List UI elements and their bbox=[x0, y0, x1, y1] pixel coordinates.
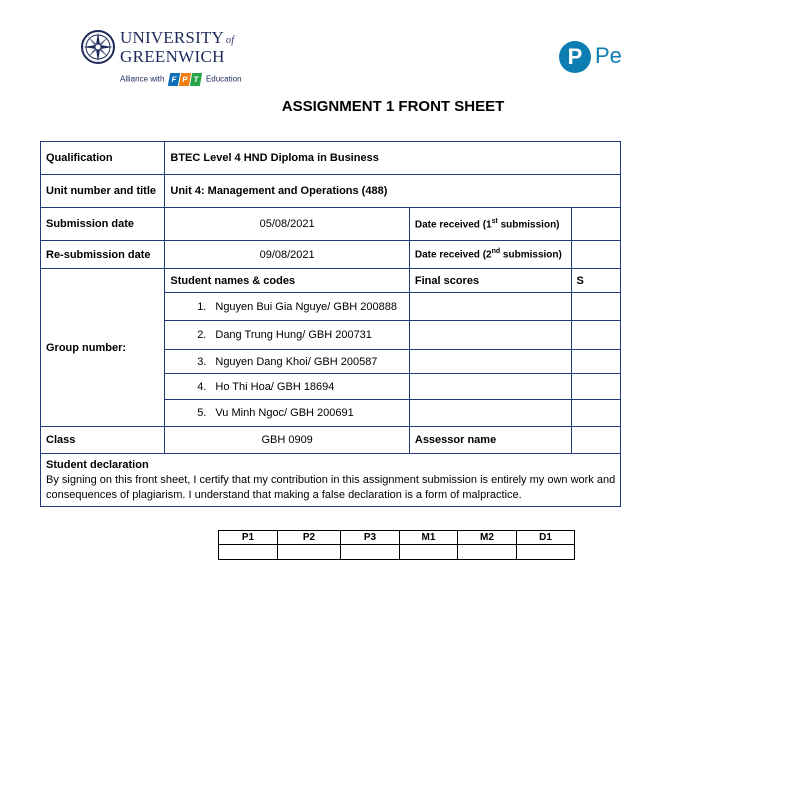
assessor-name-value bbox=[571, 427, 621, 454]
pearson-wordmark: Pe bbox=[595, 43, 622, 68]
unit-value: Unit 4: Management and Operations (488) bbox=[165, 175, 621, 208]
class-value: GBH 0909 bbox=[165, 427, 410, 454]
submission-date-label: Submission date bbox=[41, 208, 165, 241]
student-declaration bbox=[41, 454, 621, 507]
student-name: Nguyen Dang Khoi/ GBH 200587 bbox=[215, 355, 378, 368]
grade-cell bbox=[400, 545, 458, 560]
university-of-greenwich-logo bbox=[80, 29, 245, 91]
student-names-header: Student names & codes bbox=[165, 269, 410, 293]
fpt-logo bbox=[169, 73, 202, 86]
declaration-row bbox=[41, 454, 621, 507]
student-number: 5. bbox=[197, 407, 207, 419]
date-received-2-value bbox=[571, 241, 621, 269]
signature-header: S bbox=[571, 269, 621, 293]
unit-row bbox=[41, 175, 621, 208]
student-name: Nguyen Bui Gia Nguye/ GBH 200888 bbox=[215, 300, 397, 313]
date-received-1-suffix: submission) bbox=[497, 219, 560, 231]
alliance-tagline bbox=[120, 73, 242, 86]
declaration-line-2: consequences of plagiarism. I understand that making a false declaration is a form of malpractice. bbox=[46, 489, 522, 501]
fpt-letter-p: P bbox=[179, 73, 191, 86]
declaration-line-1: By signing on this front sheet, I certify that my contribution in this assignment submission is entirely my own work and bbox=[46, 474, 616, 486]
student-score-cell bbox=[409, 293, 571, 321]
pearson-mark-icon: P bbox=[559, 41, 591, 73]
date-received-1-sup: st bbox=[491, 217, 498, 225]
resubmission-date-value: 09/08/2021 bbox=[165, 241, 410, 269]
fpt-letter-t: T bbox=[190, 73, 202, 86]
date-received-2-prefix: Date received (2 bbox=[414, 249, 492, 261]
student-signature-cell bbox=[571, 374, 621, 400]
grade-cell bbox=[219, 545, 278, 560]
student-number: 1. bbox=[197, 300, 207, 313]
resubmission-date-label: Re-submission date bbox=[41, 241, 165, 269]
student-number: 2. bbox=[197, 329, 207, 341]
grade-cell bbox=[341, 545, 400, 560]
grade-header-d1: D1 bbox=[517, 531, 575, 545]
wordmark-line1: UNIVERSITY bbox=[120, 28, 224, 47]
date-received-2-sup: nd bbox=[491, 248, 501, 256]
student-name: Vu Minh Ngoc/ GBH 200691 bbox=[215, 407, 354, 419]
qualification-value: BTEC Level 4 HND Diploma in Business bbox=[165, 142, 621, 175]
grade-cell bbox=[278, 545, 341, 560]
assessor-name-label: Assessor name bbox=[409, 427, 571, 454]
submission-row bbox=[41, 208, 621, 241]
grade-header-p3: P3 bbox=[341, 531, 400, 545]
university-wordmark bbox=[120, 30, 234, 65]
student-name: Ho Thi Hoa/ GBH 18694 bbox=[215, 380, 335, 393]
pearson-logo bbox=[559, 41, 622, 81]
final-scores-header: Final scores bbox=[409, 269, 571, 293]
alliance-prefix: Alliance with bbox=[120, 74, 165, 84]
declaration-heading: Student declaration bbox=[46, 459, 149, 471]
grade-cell bbox=[517, 545, 575, 560]
group-header-row bbox=[41, 269, 621, 293]
wordmark-line2: GREENWICH bbox=[120, 47, 225, 66]
grade-header-m1: M1 bbox=[400, 531, 458, 545]
submission-date-value: 05/08/2021 bbox=[165, 208, 410, 241]
qualification-row bbox=[41, 142, 621, 175]
unit-label: Unit number and title bbox=[41, 175, 165, 208]
student-number: 3. bbox=[197, 355, 207, 368]
page-title: ASSIGNMENT 1 FRONT SHEET bbox=[281, 98, 505, 115]
student-cell bbox=[165, 321, 410, 350]
class-row bbox=[41, 427, 621, 454]
student-signature-cell bbox=[571, 293, 621, 321]
group-number-label: Group number: bbox=[41, 269, 165, 427]
grade-criteria-table bbox=[218, 530, 575, 560]
student-cell bbox=[165, 293, 410, 321]
student-number: 4. bbox=[197, 380, 207, 393]
alliance-suffix: Education bbox=[205, 74, 242, 84]
date-received-1-value bbox=[571, 208, 621, 241]
student-signature-cell bbox=[571, 400, 621, 427]
grade-header-p2: P2 bbox=[278, 531, 341, 545]
student-score-cell bbox=[409, 374, 571, 400]
qualification-label: Qualification bbox=[41, 142, 165, 175]
resubmission-row bbox=[41, 241, 621, 269]
student-signature-cell bbox=[571, 321, 621, 350]
wordmark-of: of bbox=[226, 35, 235, 46]
student-score-cell bbox=[409, 321, 571, 350]
student-cell bbox=[165, 350, 410, 374]
student-signature-cell bbox=[571, 350, 621, 374]
class-label: Class bbox=[41, 427, 165, 454]
student-score-cell bbox=[409, 400, 571, 427]
date-received-1-prefix: Date received (1 bbox=[414, 219, 492, 231]
student-name: Dang Trung Hung/ GBH 200731 bbox=[215, 329, 372, 341]
compass-crest-icon bbox=[80, 29, 116, 65]
grade-value-row bbox=[219, 545, 575, 560]
front-sheet-table bbox=[40, 141, 621, 507]
student-cell bbox=[165, 400, 410, 427]
grade-header-m2: M2 bbox=[458, 531, 517, 545]
date-received-2-label bbox=[409, 241, 571, 269]
date-received-1-label bbox=[409, 208, 571, 241]
grade-cell bbox=[458, 545, 517, 560]
student-cell bbox=[165, 374, 410, 400]
date-received-2-suffix: submission) bbox=[500, 249, 562, 261]
fpt-letter-f: F bbox=[168, 73, 180, 86]
student-score-cell bbox=[409, 350, 571, 374]
grade-header-p1: P1 bbox=[219, 531, 278, 545]
grade-header-row bbox=[219, 531, 575, 545]
